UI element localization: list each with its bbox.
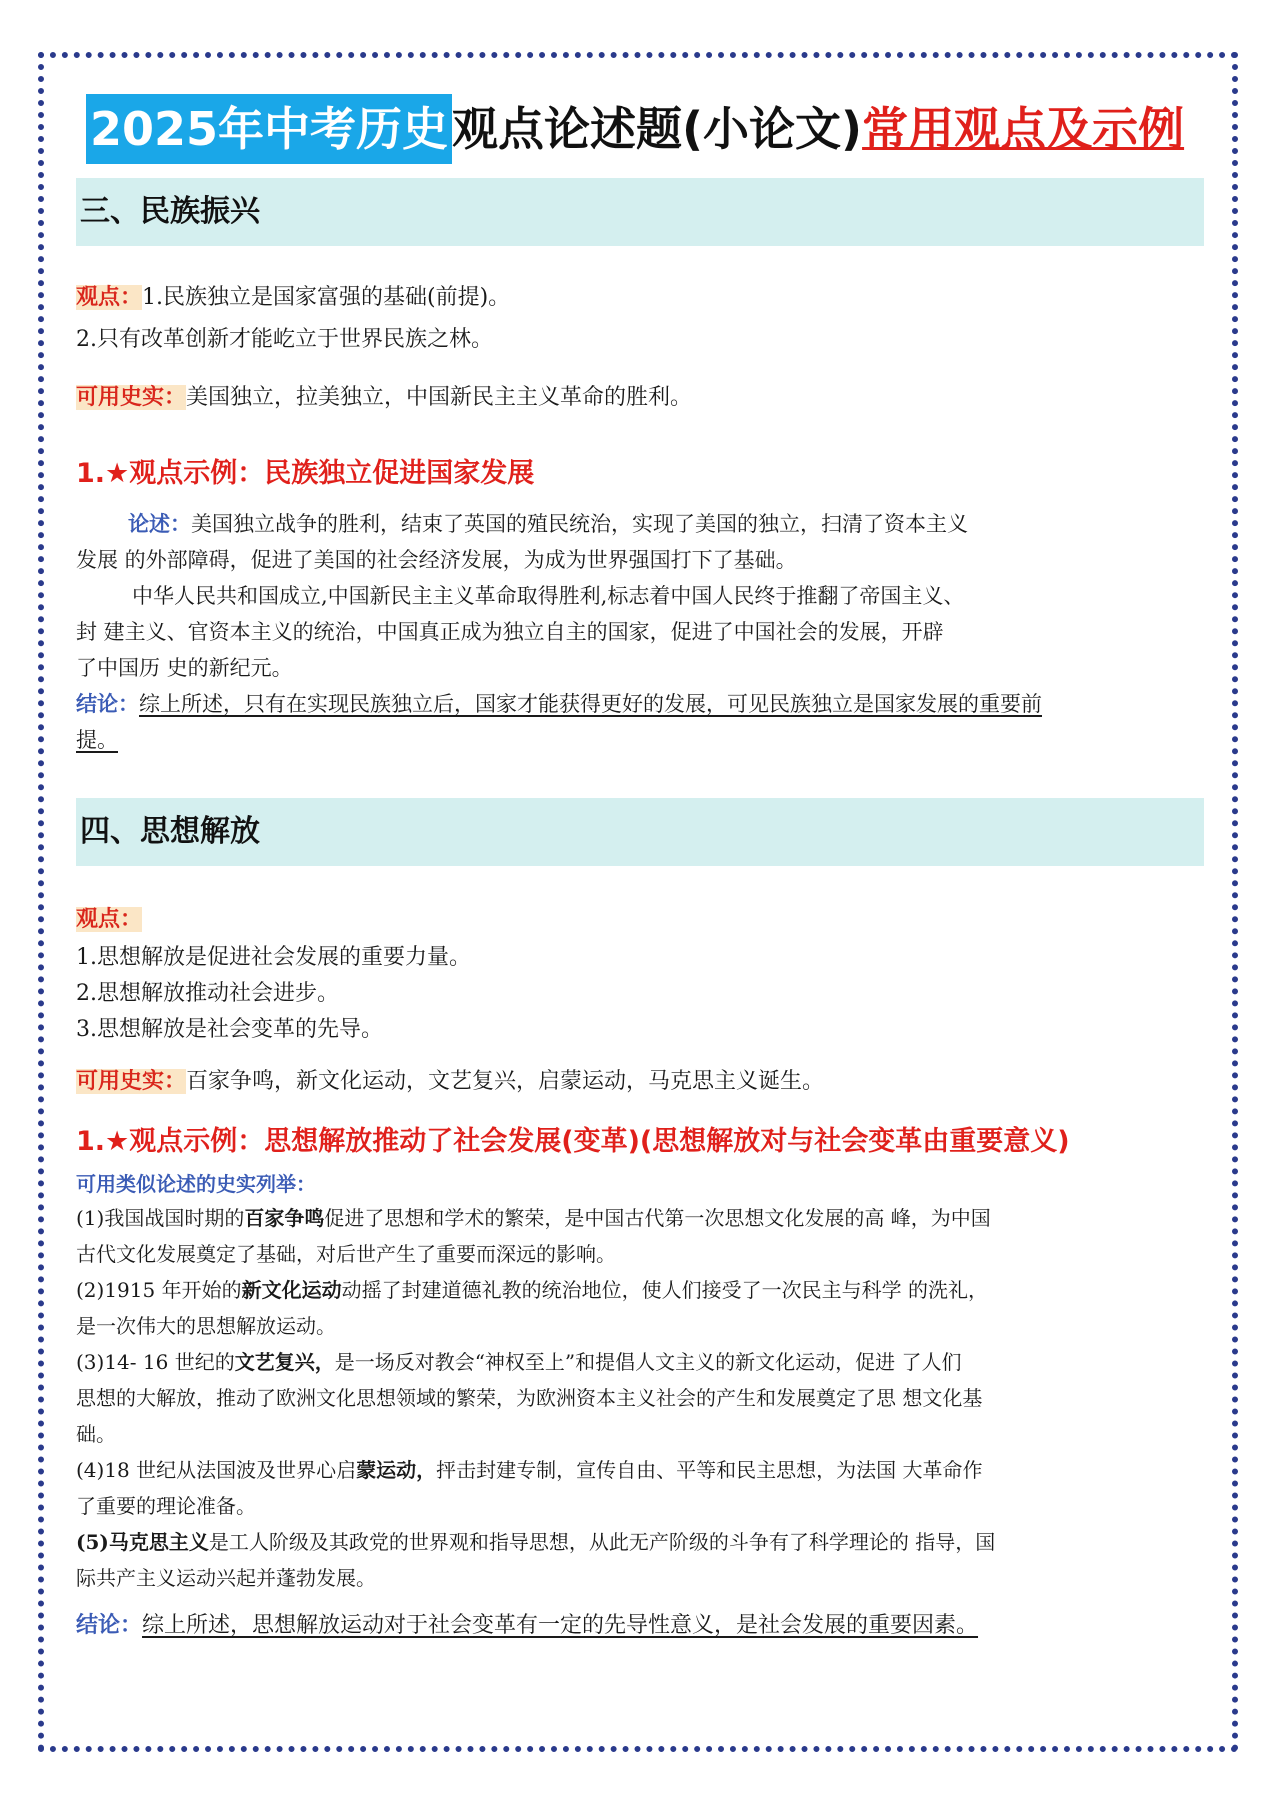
list-item-cont: 古代文化发展奠定了基础，对后世产生了重要而深远的影响。 xyxy=(76,1242,616,1266)
viewpoint-line-2: 2.只有改革创新才能屹立于世界民族之林。 xyxy=(76,327,493,352)
item-text: (2)1915 年开始的 xyxy=(76,1278,242,1302)
list-item-cont: 是一次伟大的思想解放运动。 xyxy=(76,1314,336,1338)
list-item xyxy=(76,1344,1204,1380)
list-item xyxy=(76,1524,1204,1560)
item-text: (4)18 世纪从法国波及世界心启 xyxy=(76,1458,357,1482)
argument-line: 封 建主义、官资本主义的统治，中国真正成为独立自主的国家，促进了中国社会的发展，开辟 xyxy=(76,620,944,644)
facts-tag: 可用史实： xyxy=(76,385,187,410)
facts-list xyxy=(76,1200,1204,1596)
argument-line: 了中国历 史的新纪元。 xyxy=(76,656,293,680)
list-item-cont: 础。 xyxy=(76,1422,116,1446)
item-keyword: 新文化运动 xyxy=(241,1278,342,1302)
facts-line xyxy=(76,380,1206,416)
item-text: (3)14- 16 世纪的 xyxy=(76,1350,235,1374)
page-title xyxy=(86,94,1184,164)
argument-tag: 论述： xyxy=(128,512,191,536)
item-text: 动摇了封建道德礼教的统治地位，使人们接受了一次民主与科学 的洗礼， xyxy=(341,1278,988,1302)
facts-text: 百家争鸣，新文化运动，文艺复兴，启蒙运动，马克思主义诞生。 xyxy=(186,1069,825,1094)
item-text: 是一场反对教会“神权至上”和提倡人文主义的新文化运动，促进 了人们 xyxy=(334,1350,962,1374)
conclusion-tag: 结论： xyxy=(76,692,139,716)
item-keyword: 文艺复兴， xyxy=(234,1350,335,1374)
viewpoint-tag: 观点： xyxy=(76,907,143,932)
viewpoint-line-1: 1.思想解放是促进社会发展的重要力量。 xyxy=(76,945,471,970)
conclusion-line xyxy=(76,1608,1206,1644)
item-text: 是工人阶级及其政党的世界观和指导思想，从此无产阶级的斗争有了科学理论的 指导，国 xyxy=(208,1530,996,1554)
viewpoint-line-2: 2.思想解放推动社会进步。 xyxy=(76,981,339,1006)
conclusion-text: 综上所述，只有在实现民族独立后，国家才能获得更好的发展，可见民族独立是国家发展的重要前 xyxy=(139,692,1042,716)
item-text: 促进了思想和学术的繁荣，是中国古代第一次思想文化发展的高 峰，为中国 xyxy=(324,1206,991,1230)
viewpoint-tag: 观点： xyxy=(76,285,143,310)
item-keyword: 蒙运动， xyxy=(356,1458,437,1482)
list-item-cont: 了重要的理论准备。 xyxy=(76,1494,256,1518)
item-keyword: (5)马克思主义 xyxy=(76,1530,209,1554)
viewpoint-line-1 xyxy=(76,280,1206,316)
list-item xyxy=(76,1272,1204,1308)
conclusion-line: 提。 xyxy=(76,728,118,752)
facts-text: 美国独立，拉美独立，中国新民主主义革命的胜利。 xyxy=(186,385,693,410)
item-text: 抨击封建专制，宣传自由、平等和民主思想，为法国 大革命作 xyxy=(436,1458,983,1482)
title-part-3: 常用观点及示例 xyxy=(862,102,1185,156)
facts-tag: 可用史实： xyxy=(76,1069,187,1094)
argument-text: 美国独立战争的胜利，结束了英国的殖民统治，实现了美国的独立，扫清了资本主义 xyxy=(191,512,968,536)
title-part-2: 观点论述题(小论文) xyxy=(452,102,863,156)
section-heading-4: 四、思想解放 xyxy=(76,798,1204,866)
viewpoint-text: 1.民族独立是国家富强的基础(前提)。 xyxy=(142,285,511,310)
argument-line: 发展 的外部障碍，促进了美国的社会经济发展，为成为世界强国打下了基础。 xyxy=(76,548,797,572)
conclusion-tag: 结论： xyxy=(76,1613,143,1638)
item-text: (1)我国战国时期的 xyxy=(76,1206,245,1230)
example-heading: 1.★观点示例：民族独立促进国家发展 xyxy=(76,458,535,489)
section-heading-3: 三、民族振兴 xyxy=(76,178,1204,246)
item-keyword: 百家争鸣 xyxy=(244,1206,325,1230)
viewpoint-tag-line xyxy=(76,902,1206,938)
list-item xyxy=(76,1452,1204,1488)
list-item-cont: 际共产主义运动兴起并蓬勃发展。 xyxy=(76,1566,376,1590)
list-item-cont: 思想的大解放，推动了欧洲文化思想领域的繁荣，为欧洲资本主义社会的产生和发展奠定了思 想文化基 xyxy=(76,1386,983,1410)
list-item xyxy=(76,1200,1204,1236)
conclusion-text: 综上所述，思想解放运动对于社会变革有一定的先导性意义，是社会发展的重要因素。 xyxy=(142,1613,979,1638)
conclusion-line xyxy=(76,686,1204,722)
argument-line xyxy=(76,506,1204,542)
example-heading: 1.★观点示例：思想解放推动了社会发展(变革)(思想解放对与社会变革由重要意义) xyxy=(76,1126,1070,1157)
argument-line: 中华人民共和国成立,中国新民主主义革命取得胜利,标志着中国人民终于推翻了帝国主义、 xyxy=(132,584,965,608)
viewpoint-line-3: 3.思想解放是社会变革的先导。 xyxy=(76,1017,383,1042)
facts-line xyxy=(76,1064,1206,1100)
list-heading: 可用类似论述的史实列举： xyxy=(76,1172,316,1196)
title-part-1: 2025年中考历史 xyxy=(86,94,452,164)
argument-block xyxy=(76,506,1204,758)
